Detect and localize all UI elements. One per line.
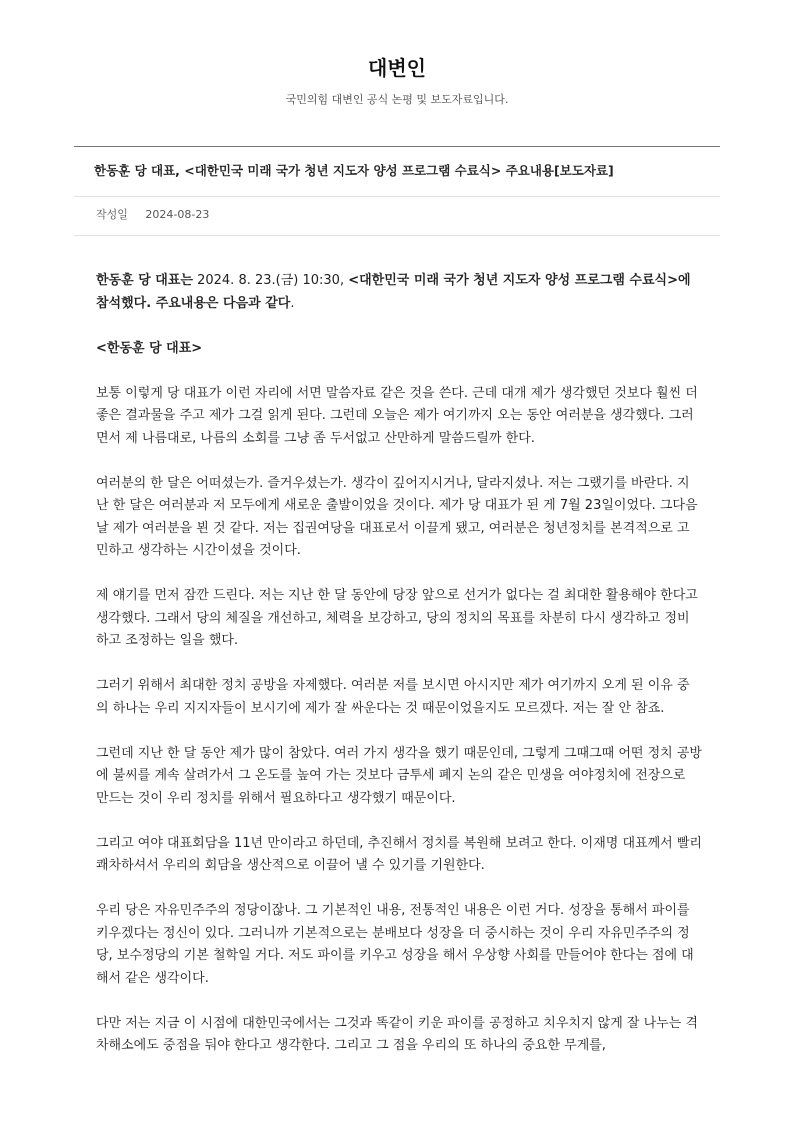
- lead-bold-subject: 한동훈 당 대표는: [96, 273, 193, 288]
- speaker-subheading: <한동훈 당 대표>: [96, 340, 203, 356]
- post-meta: [96, 207, 209, 223]
- body-paragraph: 제 얘기를 먼저 잠깐 드린다. 저는 지난 한 달 동안에 당장 앞으로 선거가 없다는 걸 최대한 활용해야 한다고 생각했다. 그래서 당의 체질을 개선하고, 체력을 보강하고, 당의 정치의 목표를 차분히 다시 생각하고 정비하고 조정하는 일을 했다.: [96, 588, 698, 648]
- lead-end: .: [290, 295, 295, 311]
- lead-datetime: 2024. 8. 23.(금) 10:30,: [192, 273, 349, 288]
- body-paragraph: 보통 이렇게 당 대표가 이런 자리에 서면 말씀자료 같은 것을 쓴다. 근데 대개 제가 생각했던 것보다 훨씬 더 좋은 결과물을 주고 제가 그걸 읽게 된다. 그런데 오늘은 제가 여기까지 오는 동안 여러분을 생각했다. 그러면서 제 나름대로, 나름의 소회를 그냥 좀 두서없고 산만하게 말씀드릴까 한다.: [96, 385, 698, 446]
- site-description: 국민의힘 대변인 공식 논평 및 보도자료입니다.: [285, 93, 509, 106]
- date-label: 작성일: [96, 208, 128, 221]
- body-paragraph: 여러분의 한 달은 어떠셨는가. 즐거우셨는가. 생각이 깊어지시거나, 달라지셨나. 저는 그랬기를 바란다. 지난 한 달은 여러분과 저 모두에게 새로운 출발이었을 것이다. 제가 당 대표가 된 게 7월 23일이었다. 그다음 날 제가 여러분을 뵌 것 같다. 저는 집권여당을 대표로서 이끌게 됐고, 여러분은 청년정치를 본격적으로 고민하고 생각하는 시간이셨을 것이다.: [96, 475, 698, 558]
- post-title: 한동훈 당 대표, <대한민국 미래 국가 청년 지도자 양성 프로그램 수료식> 주요내용[보도자료]: [94, 163, 614, 178]
- body-paragraph: 다만 저는 지금 이 시점에 대한민국에서는 그것과 똑같이 키운 파이를 공정하고 치우치지 않게 잘 나누는 격차해소에도 중점을 둬야 한다고 생각한다. 그리고 그 점을 우리의 또 하나의 중요한 무게를,: [96, 1015, 698, 1053]
- lead-bold-event: <대한민국 미래 국가 청년 지도자 양성 프로그램 수료식>에 참석했다. 주요내용은 다음과 같다: [96, 273, 691, 311]
- body-paragraph: 그리고 여야 대표회담을 11년 만이라고 하던데, 추진해서 정치를 복원해 보려고 한다. 이재명 대표께서 빨리 쾌차하셔서 우리의 회담을 생산적으로 이끌어 낼 수 있기를 기원한다.: [96, 835, 702, 873]
- site-title: 대변인: [368, 56, 426, 80]
- post-date: 2024-08-23: [145, 208, 210, 221]
- body-paragraph: 그런데 지난 한 달 동안 제가 많이 참았다. 여러 가지 생각을 했기 때문인데, 그렇게 그때그때 어떤 정치 공방에 불씨를 계속 살려가서 그 온도를 높여 가는 것보다 금투세 폐지 논의 같은 민생을 여야정치에 전장으로 만드는 것이 우리 정치를 위해서 필요하다고 생각했기 때문이다.: [96, 745, 702, 806]
- body-paragraph: 우리 당은 자유민주주의 정당이잖나. 그 기본적인 내용, 전통적인 내용은 이런 거다. 성장을 통해서 파이를 키우겠다는 정신이 있다. 그러니까 기본적으로는 분배보다 성장을 더 중시하는 것이 우리 자유민주주의 정당, 보수정당의 기본 철학일 거다. 저도 파이를 키우고 성장을 해서 우상향 사회를 만들어야 한다는 점에 대해서 같은 생각이다.: [96, 903, 694, 986]
- meta-divider: [74, 235, 720, 236]
- header-divider: [74, 146, 720, 147]
- lead-paragraph: [96, 270, 702, 315]
- body-paragraph: 그러기 위해서 최대한 정치 공방을 자제했다. 여러분 저를 보시면 아시지만 제가 여기까지 오게 된 이유 중의 하나는 우리 지지자들이 보시기에 제가 잘 싸운다는 것 때문이었을지도 모르겠다. 저는 잘 안 참죠.: [96, 678, 690, 716]
- title-divider: [74, 196, 720, 197]
- article-body: [96, 270, 702, 1080]
